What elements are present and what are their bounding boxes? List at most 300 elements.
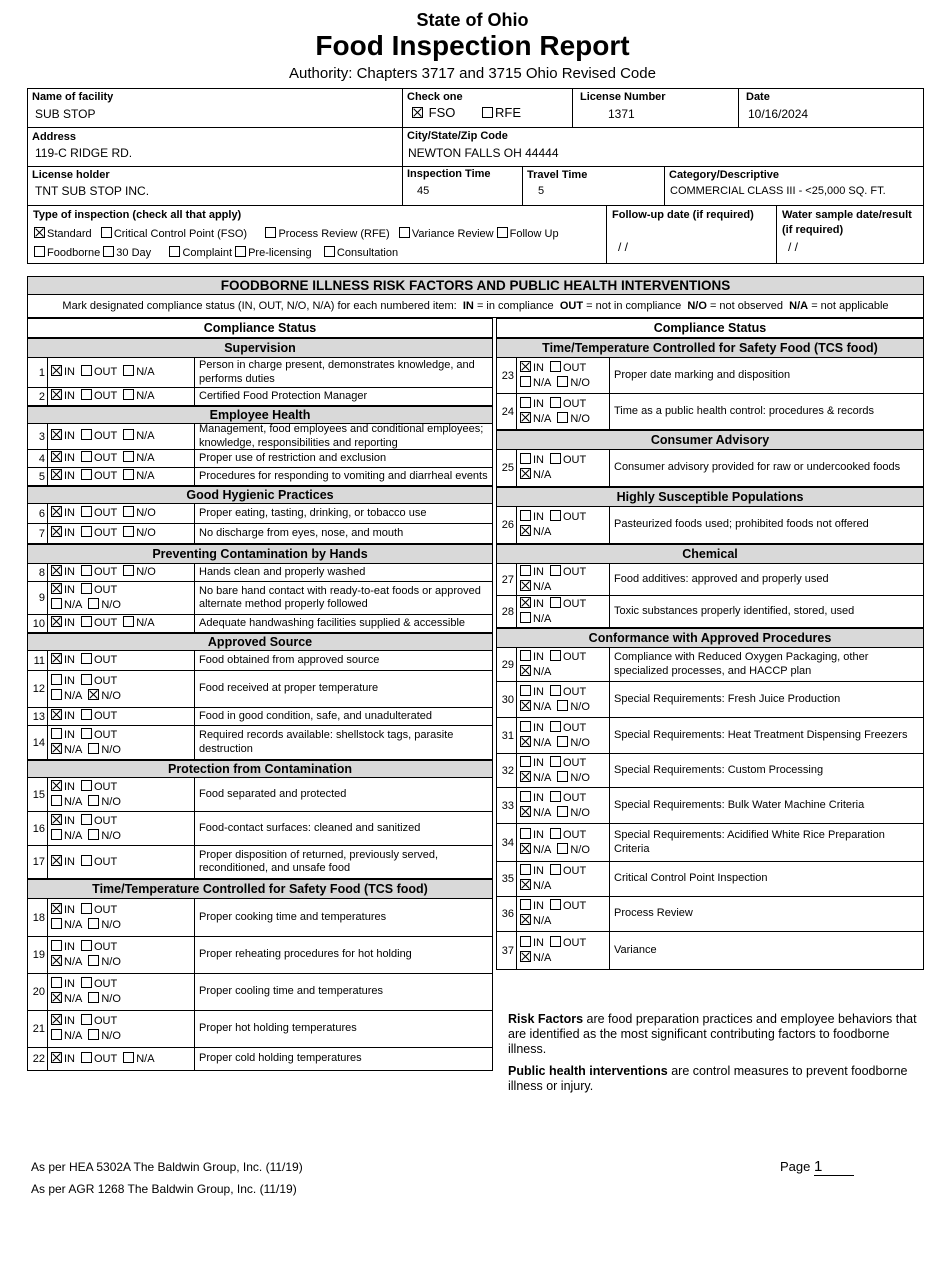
- status-in[interactable]: [520, 650, 544, 665]
- status-out[interactable]: [550, 828, 586, 843]
- status-out[interactable]: [81, 429, 117, 444]
- status-out-checkbox[interactable]: [81, 940, 92, 951]
- status-na-checkbox[interactable]: [520, 700, 531, 711]
- status-no[interactable]: [88, 1029, 121, 1044]
- status-na-checkbox[interactable]: [51, 598, 62, 609]
- status-no[interactable]: [557, 806, 590, 821]
- status-out[interactable]: [81, 855, 117, 870]
- status-out[interactable]: [81, 451, 117, 466]
- status-no-checkbox[interactable]: [557, 806, 568, 817]
- type-30-day[interactable]: 30 Day: [103, 247, 151, 259]
- status-line: [51, 583, 194, 598]
- status-na[interactable]: [520, 736, 551, 751]
- status-out-checkbox[interactable]: [81, 451, 92, 462]
- status-na[interactable]: [51, 743, 82, 758]
- rfe-option[interactable]: [482, 105, 521, 120]
- status-out[interactable]: [81, 674, 117, 689]
- status-no[interactable]: [123, 506, 156, 521]
- license-holder-value[interactable]: TNT SUB STOP INC.: [35, 184, 150, 198]
- item-number: 5: [28, 468, 48, 485]
- status-na[interactable]: [520, 806, 551, 821]
- status-out-checkbox[interactable]: [550, 828, 561, 839]
- standard-checkbox[interactable]: [34, 227, 45, 238]
- complaint-checkbox[interactable]: [169, 246, 180, 257]
- status-in-checkbox[interactable]: [51, 526, 62, 537]
- status-na-checkbox[interactable]: [123, 365, 134, 376]
- status-out[interactable]: [550, 721, 586, 736]
- status-na-checkbox[interactable]: [123, 429, 134, 440]
- status-out-checkbox[interactable]: [81, 365, 92, 376]
- status-out-checkbox[interactable]: [550, 510, 561, 521]
- status-no[interactable]: [557, 843, 590, 858]
- status-no-checkbox[interactable]: [88, 955, 99, 966]
- status-na[interactable]: [123, 616, 154, 631]
- status-out[interactable]: [81, 728, 117, 743]
- status-out-checkbox[interactable]: [550, 650, 561, 661]
- item-description: Proper eating, tasting, drinking, or tobacco use: [199, 506, 427, 519]
- status-out-checkbox[interactable]: [550, 791, 561, 802]
- status-no-checkbox[interactable]: [557, 412, 568, 423]
- type-pre-licensing[interactable]: Pre-licensing: [235, 247, 312, 259]
- status-na[interactable]: [123, 469, 154, 484]
- status-out-checkbox[interactable]: [550, 565, 561, 576]
- status-na[interactable]: [520, 612, 551, 627]
- status-na[interactable]: [51, 795, 82, 810]
- status-in[interactable]: [51, 506, 75, 521]
- status-na-checkbox[interactable]: [123, 1052, 134, 1063]
- status-in[interactable]: [51, 429, 75, 444]
- status-na-checkbox[interactable]: [520, 736, 531, 747]
- status-no-checkbox[interactable]: [88, 992, 99, 1003]
- status-out-checkbox[interactable]: [550, 597, 561, 608]
- status-in-checkbox[interactable]: [51, 780, 62, 791]
- status-in-checkbox[interactable]: [51, 653, 62, 664]
- status-in[interactable]: [520, 565, 544, 580]
- status-na-checkbox[interactable]: [123, 451, 134, 462]
- status-in-checkbox[interactable]: [51, 583, 62, 594]
- status-out-checkbox[interactable]: [550, 685, 561, 696]
- status-in-checkbox[interactable]: [520, 397, 531, 408]
- status-na[interactable]: [123, 451, 154, 466]
- status-na[interactable]: [51, 598, 82, 613]
- status-no-checkbox[interactable]: [557, 700, 568, 711]
- status-na-checkbox[interactable]: [520, 771, 531, 782]
- status-na[interactable]: [51, 955, 82, 970]
- status-out-checkbox[interactable]: [81, 903, 92, 914]
- status-na[interactable]: [51, 1029, 82, 1044]
- status-na-checkbox[interactable]: [520, 376, 531, 387]
- status-na-checkbox[interactable]: [51, 918, 62, 929]
- follow-up-checkbox[interactable]: [497, 227, 508, 238]
- status-out-checkbox[interactable]: [81, 583, 92, 594]
- process-review-checkbox[interactable]: [265, 227, 276, 238]
- status-out-checkbox[interactable]: [81, 1052, 92, 1063]
- status-out-checkbox[interactable]: [81, 1014, 92, 1025]
- status-in-checkbox[interactable]: [520, 791, 531, 802]
- status-out-checkbox[interactable]: [81, 616, 92, 627]
- travel-time-value[interactable]: 5: [538, 185, 545, 197]
- status-no-checkbox[interactable]: [123, 526, 134, 537]
- status-in[interactable]: [51, 616, 75, 631]
- status-in-checkbox[interactable]: [520, 361, 531, 372]
- status-out-label: OUT: [94, 780, 118, 793]
- status-na[interactable]: [520, 525, 551, 540]
- 30-day-checkbox[interactable]: [103, 246, 114, 257]
- status-na[interactable]: [520, 580, 551, 595]
- status-no-checkbox[interactable]: [557, 736, 568, 747]
- status-no[interactable]: [557, 736, 590, 751]
- status-out[interactable]: [550, 565, 586, 580]
- status-out[interactable]: [81, 940, 117, 955]
- category-value[interactable]: COMMERCIAL CLASS III - <25,000 SQ. FT.: [670, 185, 886, 197]
- status-out[interactable]: [81, 780, 117, 795]
- status-in[interactable]: [51, 451, 75, 466]
- item-number: 23: [497, 358, 517, 393]
- status-in-checkbox[interactable]: [520, 721, 531, 732]
- status-out-checkbox[interactable]: [81, 674, 92, 685]
- status-na-checkbox[interactable]: [520, 612, 531, 623]
- status-in-checkbox[interactable]: [520, 756, 531, 767]
- type-ccp[interactable]: Critical Control Point (FSO): [101, 228, 247, 240]
- status-no[interactable]: [88, 829, 121, 844]
- status-in[interactable]: [51, 389, 75, 404]
- status-in-label: IN: [64, 1052, 75, 1065]
- status-na[interactable]: [123, 429, 154, 444]
- status-out[interactable]: [550, 397, 586, 412]
- status-na[interactable]: [520, 376, 551, 391]
- status-in[interactable]: [520, 510, 544, 525]
- fso-checkbox[interactable]: [412, 107, 423, 118]
- status-out[interactable]: [550, 899, 586, 914]
- status-na[interactable]: [51, 918, 82, 933]
- status-no[interactable]: [88, 743, 121, 758]
- status-out[interactable]: [81, 1052, 117, 1067]
- status-out-checkbox[interactable]: [81, 469, 92, 480]
- status-in[interactable]: [520, 453, 544, 468]
- status-out[interactable]: [81, 814, 117, 829]
- status-no-checkbox[interactable]: [557, 843, 568, 854]
- status-in[interactable]: [51, 728, 75, 743]
- status-no-checkbox[interactable]: [88, 918, 99, 929]
- status-na-checkbox[interactable]: [51, 992, 62, 1003]
- status-in-checkbox[interactable]: [51, 616, 62, 627]
- status-no-checkbox[interactable]: [123, 565, 134, 576]
- status-in-checkbox[interactable]: [51, 728, 62, 739]
- status-in-checkbox[interactable]: [51, 429, 62, 440]
- status-no[interactable]: [557, 700, 590, 715]
- status-in[interactable]: [520, 828, 544, 843]
- followup-date-value[interactable]: / /: [618, 240, 629, 254]
- status-out-checkbox[interactable]: [81, 653, 92, 664]
- status-out[interactable]: [550, 936, 586, 951]
- status-no-checkbox[interactable]: [88, 743, 99, 754]
- status-na[interactable]: [520, 843, 551, 858]
- status-out[interactable]: [81, 653, 117, 668]
- type-process-review[interactable]: Process Review (RFE): [265, 228, 389, 240]
- status-in[interactable]: [51, 780, 75, 795]
- water-sample-value[interactable]: / /: [788, 240, 799, 254]
- status-no[interactable]: [88, 795, 121, 810]
- status-in[interactable]: [520, 361, 544, 376]
- foodborne-checkbox[interactable]: [34, 246, 45, 257]
- status-out[interactable]: [81, 565, 117, 580]
- status-no-checkbox[interactable]: [557, 376, 568, 387]
- item-description: Food obtained from approved source: [199, 653, 380, 666]
- status-in[interactable]: [51, 903, 75, 918]
- status-out-checkbox[interactable]: [81, 728, 92, 739]
- inspection-type-row-1: [34, 227, 559, 240]
- status-out-checkbox[interactable]: [81, 389, 92, 400]
- status-out-label: OUT: [94, 617, 118, 629]
- status-out[interactable]: [81, 1014, 117, 1029]
- date-value[interactable]: 10/16/2024: [748, 107, 809, 121]
- status-out[interactable]: [550, 453, 586, 468]
- status-in-checkbox[interactable]: [51, 1052, 62, 1063]
- status-in-checkbox[interactable]: [520, 650, 531, 661]
- status-in-checkbox[interactable]: [51, 365, 62, 376]
- status-in-checkbox[interactable]: [51, 977, 62, 988]
- status-in[interactable]: [51, 653, 75, 668]
- status-na-checkbox[interactable]: [51, 743, 62, 754]
- status-in-checkbox[interactable]: [51, 814, 62, 825]
- ccp-checkbox[interactable]: [101, 227, 112, 238]
- address-value[interactable]: 119-C RIDGE RD.: [35, 146, 133, 160]
- status-no[interactable]: [123, 526, 156, 541]
- status-in-checkbox[interactable]: [51, 674, 62, 685]
- status-na-checkbox[interactable]: [520, 806, 531, 817]
- item-number: 37: [497, 932, 517, 969]
- status-in[interactable]: [51, 565, 75, 580]
- status-no[interactable]: [88, 955, 121, 970]
- status-in-checkbox[interactable]: [520, 864, 531, 875]
- status-na-checkbox[interactable]: [51, 829, 62, 840]
- status-out[interactable]: [81, 365, 117, 380]
- status-in-checkbox[interactable]: [520, 685, 531, 696]
- status-in[interactable]: [520, 756, 544, 771]
- status-in[interactable]: [51, 674, 75, 689]
- status-in[interactable]: [51, 977, 75, 992]
- status-in-checkbox[interactable]: [520, 597, 531, 608]
- status-in-checkbox[interactable]: [51, 709, 62, 720]
- status-in-checkbox[interactable]: [51, 565, 62, 576]
- status-in[interactable]: [51, 526, 75, 541]
- status-line: [51, 469, 194, 484]
- status-in-checkbox[interactable]: [51, 903, 62, 914]
- status-no[interactable]: [88, 598, 121, 613]
- status-in-checkbox[interactable]: [51, 469, 62, 480]
- status-na[interactable]: [520, 700, 551, 715]
- status-in-checkbox[interactable]: [520, 828, 531, 839]
- status-no[interactable]: [123, 565, 156, 580]
- status-line: [51, 709, 194, 724]
- status-in[interactable]: [520, 397, 544, 412]
- status-out[interactable]: [550, 597, 586, 612]
- status-na[interactable]: [51, 992, 82, 1007]
- status-na[interactable]: [520, 771, 551, 786]
- status-in-checkbox[interactable]: [51, 1014, 62, 1025]
- section-heading: Time/Temperature Controlled for Safety Food (TCS food): [27, 879, 493, 899]
- status-na[interactable]: [51, 829, 82, 844]
- status-no-checkbox[interactable]: [123, 506, 134, 517]
- status-out[interactable]: [550, 864, 586, 879]
- rfe-checkbox[interactable]: [482, 107, 493, 118]
- status-out-checkbox[interactable]: [550, 864, 561, 875]
- type-complaint[interactable]: Complaint: [169, 247, 232, 259]
- status-na-checkbox[interactable]: [123, 469, 134, 480]
- status-no[interactable]: [557, 376, 590, 391]
- type-variance-review[interactable]: Variance Review: [399, 228, 494, 240]
- status-in[interactable]: [51, 365, 75, 380]
- status-out-checkbox[interactable]: [81, 565, 92, 576]
- status-na-checkbox[interactable]: [520, 665, 531, 676]
- status-in[interactable]: [51, 940, 75, 955]
- status-out-checkbox[interactable]: [550, 721, 561, 732]
- status-no-checkbox[interactable]: [88, 689, 99, 700]
- type-consultation[interactable]: Consultation: [324, 247, 398, 259]
- status-out[interactable]: [81, 977, 117, 992]
- status-out[interactable]: [550, 791, 586, 806]
- status-out[interactable]: [550, 756, 586, 771]
- status-na-checkbox[interactable]: [51, 955, 62, 966]
- status-out-checkbox[interactable]: [81, 506, 92, 517]
- status-out-checkbox[interactable]: [550, 453, 561, 464]
- type-standard[interactable]: Standard: [34, 228, 92, 240]
- consultation-checkbox[interactable]: [324, 246, 335, 257]
- status-out[interactable]: [81, 506, 117, 521]
- status-in-checkbox[interactable]: [51, 940, 62, 951]
- status-out-checkbox[interactable]: [550, 397, 561, 408]
- status-na-checkbox[interactable]: [51, 689, 62, 700]
- status-na-checkbox[interactable]: [520, 580, 531, 591]
- status-out-checkbox[interactable]: [550, 936, 561, 947]
- inspection-time-value[interactable]: 45: [417, 185, 430, 197]
- status-in[interactable]: [51, 814, 75, 829]
- pre-licensing-checkbox[interactable]: [235, 246, 246, 257]
- status-in-checkbox[interactable]: [51, 389, 62, 400]
- status-out[interactable]: [550, 650, 586, 665]
- status-out[interactable]: [550, 361, 586, 376]
- status-no-checkbox[interactable]: [88, 795, 99, 806]
- status-na-checkbox[interactable]: [123, 389, 134, 400]
- status-in[interactable]: [520, 597, 544, 612]
- status-na[interactable]: [520, 951, 551, 966]
- status-in-checkbox[interactable]: [51, 506, 62, 517]
- status-out-checkbox[interactable]: [81, 855, 92, 866]
- status-out-checkbox[interactable]: [81, 429, 92, 440]
- status-na-checkbox[interactable]: [520, 914, 531, 925]
- status-na-checkbox[interactable]: [520, 412, 531, 423]
- status-no[interactable]: [88, 992, 121, 1007]
- status-in[interactable]: [520, 791, 544, 806]
- status-in[interactable]: [520, 936, 544, 951]
- status-in[interactable]: [520, 721, 544, 736]
- status-in[interactable]: [520, 864, 544, 879]
- state-heading: State of Ohio: [416, 10, 529, 30]
- status-no[interactable]: [88, 918, 121, 933]
- status-in[interactable]: [520, 685, 544, 700]
- status-in-checkbox[interactable]: [520, 899, 531, 910]
- status-in-checkbox[interactable]: [520, 565, 531, 576]
- status-out[interactable]: [550, 685, 586, 700]
- status-out[interactable]: [81, 616, 117, 631]
- status-na[interactable]: [123, 365, 154, 380]
- status-out[interactable]: [81, 389, 117, 404]
- license-number-value[interactable]: 1371: [608, 107, 635, 121]
- status-in-checkbox[interactable]: [51, 451, 62, 462]
- status-out-checkbox[interactable]: [81, 814, 92, 825]
- status-no-checkbox[interactable]: [88, 598, 99, 609]
- status-no[interactable]: [557, 771, 590, 786]
- status-out[interactable]: [550, 510, 586, 525]
- status-na-checkbox[interactable]: [520, 843, 531, 854]
- facility-name-value[interactable]: SUB STOP: [35, 107, 96, 121]
- status-no-checkbox[interactable]: [557, 771, 568, 782]
- status-out[interactable]: [81, 709, 117, 724]
- status-out[interactable]: [81, 583, 117, 598]
- status-na[interactable]: [520, 879, 551, 894]
- status-out-label: OUT: [563, 756, 587, 769]
- status-na-checkbox[interactable]: [520, 951, 531, 962]
- status-no-checkbox[interactable]: [88, 1029, 99, 1040]
- status-na[interactable]: [123, 1052, 154, 1067]
- status-out-checkbox[interactable]: [81, 780, 92, 791]
- fso-option[interactable]: [412, 105, 455, 120]
- status-in[interactable]: [51, 1052, 75, 1067]
- status-out[interactable]: [81, 903, 117, 918]
- status-out-checkbox[interactable]: [81, 709, 92, 720]
- status-in-checkbox[interactable]: [520, 936, 531, 947]
- status-na-checkbox[interactable]: [51, 1029, 62, 1040]
- status-na-checkbox[interactable]: [520, 879, 531, 890]
- status-na[interactable]: [520, 914, 551, 929]
- status-out[interactable]: [81, 469, 117, 484]
- status-in[interactable]: [520, 899, 544, 914]
- status-out-checkbox[interactable]: [550, 756, 561, 767]
- type-foodborne[interactable]: Foodborne: [34, 247, 100, 259]
- status-in[interactable]: [51, 709, 75, 724]
- status-na-checkbox[interactable]: [520, 468, 531, 479]
- status-na-checkbox[interactable]: [520, 525, 531, 536]
- status-out[interactable]: [81, 526, 117, 541]
- type-follow-up[interactable]: Follow Up: [497, 228, 559, 240]
- city-value[interactable]: NEWTON FALLS OH 44444: [408, 146, 559, 160]
- status-no[interactable]: [557, 412, 590, 427]
- status-in[interactable]: [51, 469, 75, 484]
- status-out-checkbox[interactable]: [81, 977, 92, 988]
- status-na-checkbox[interactable]: [123, 616, 134, 627]
- status-na[interactable]: [520, 412, 551, 427]
- status-in[interactable]: [51, 1014, 75, 1029]
- status-out-checkbox[interactable]: [81, 526, 92, 537]
- status-na[interactable]: [520, 665, 551, 680]
- status-out-checkbox[interactable]: [550, 899, 561, 910]
- status-in-checkbox[interactable]: [520, 453, 531, 464]
- status-in-checkbox[interactable]: [51, 855, 62, 866]
- status-out-label: OUT: [94, 978, 118, 990]
- status-na[interactable]: [520, 468, 551, 483]
- status-in[interactable]: [51, 583, 75, 598]
- item-status: [517, 897, 610, 931]
- status-na[interactable]: [51, 689, 82, 704]
- status-na[interactable]: [123, 389, 154, 404]
- status-in[interactable]: [51, 855, 75, 870]
- status-na-checkbox[interactable]: [51, 795, 62, 806]
- status-no-checkbox[interactable]: [88, 829, 99, 840]
- variance-review-checkbox[interactable]: [399, 227, 410, 238]
- status-out-checkbox[interactable]: [550, 361, 561, 372]
- status-in-checkbox[interactable]: [520, 510, 531, 521]
- status-no[interactable]: [88, 689, 121, 704]
